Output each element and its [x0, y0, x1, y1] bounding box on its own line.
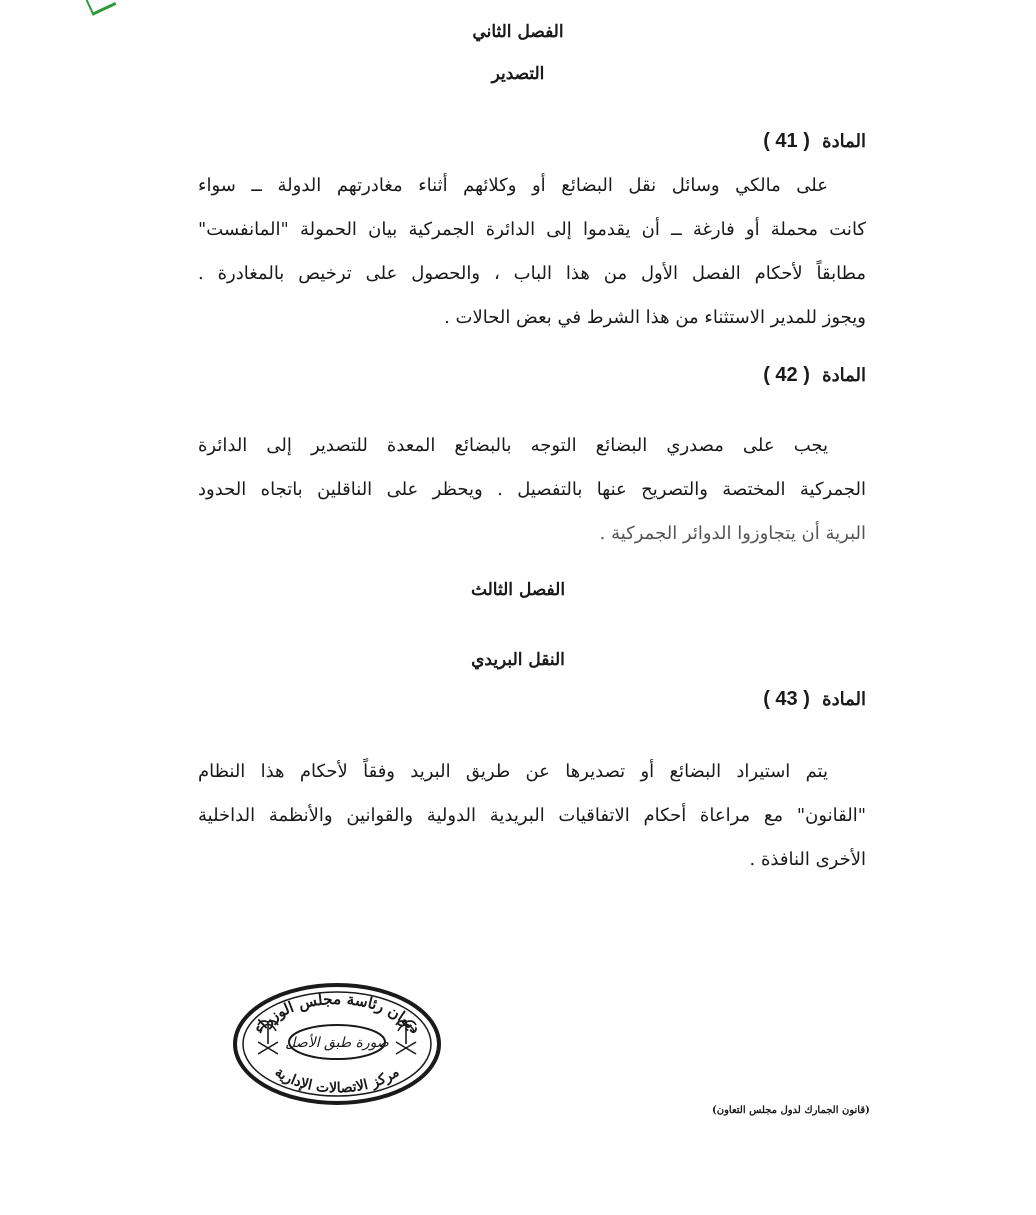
article-43-number: ( 43 ) [763, 688, 810, 710]
article-41-label [757, 130, 866, 153]
corner-mark [86, 0, 117, 16]
stamp-bottom-text: مركز الاتصالات الإدارية [271, 1064, 403, 1097]
article-41-number: ( 41 ) [763, 130, 810, 152]
article-42-line-3: البرية أن يتجاوزوا الدوائر الجمركية . [599, 523, 866, 544]
article-41-line-2: كانت محملة أو فارغة ــ أن يقدموا إلى الدائرة الجمركية بيان الحمولة "المانفست" [198, 219, 866, 240]
footer-note: (قانون الجمارك لدول مجلس التعاون) [712, 1105, 870, 1116]
article-43-word: المادة [822, 689, 866, 710]
stamp-center-text: صورة طبق الأصل [285, 1035, 389, 1051]
chapter-2-heading: الفصل الثاني [472, 22, 564, 42]
chapter-3-heading: الفصل الثالث [470, 580, 566, 600]
article-41-text [198, 164, 866, 340]
chapter-3-title: النقل البريدي [471, 650, 565, 670]
chapter-2-title: التصدير [491, 64, 545, 84]
article-41-word: المادة [822, 131, 866, 152]
certification-stamp [232, 982, 442, 1106]
article-42-text [198, 424, 866, 556]
article-41-line-3: مطابقاً لأحكام الفصل الأول من هذا الباب ، والحصول على ترخيص بالمغادرة . [198, 263, 866, 284]
article-43-label [757, 688, 866, 711]
article-42-line-1: يجب على مصدري البضائع التوجه بالبضائع المعدة للتصدير إلى الدائرة [198, 435, 828, 456]
article-42-number: ( 42 ) [763, 364, 810, 386]
article-41-line-1: على مالكي وسائل نقل البضائع أو وكلائهم أثناء مغادرتهم الدولة ــ سواء [198, 175, 828, 196]
article-41-line-4: ويجوز للمدير الاستثناء من هذا الشرط في بعض الحالات . [444, 307, 866, 328]
article-42-line-2: الجمركية المختصة والتصريح عنها بالتفصيل . ويحظر على الناقلين باتجاه الحدود [198, 479, 866, 500]
stamp-top-text: ديوان رئاسة مجلس الوزراء [249, 989, 425, 1038]
palm-swords-emblem-right [396, 1021, 416, 1054]
article-43-line-3: الأخرى النافذة . [749, 849, 866, 870]
article-42-label [757, 364, 866, 387]
article-43-line-1: يتم استيراد البضائع أو تصديرها عن طريق البريد وفقاً لأحكام هذا النظام [198, 761, 828, 782]
article-43-line-2: "القانون" مع مراعاة أحكام الاتفاقيات البريدية الدولية والقوانين والأنظمة الداخلية [198, 805, 866, 826]
article-42-word: المادة [822, 365, 866, 386]
article-43-text [198, 750, 866, 882]
